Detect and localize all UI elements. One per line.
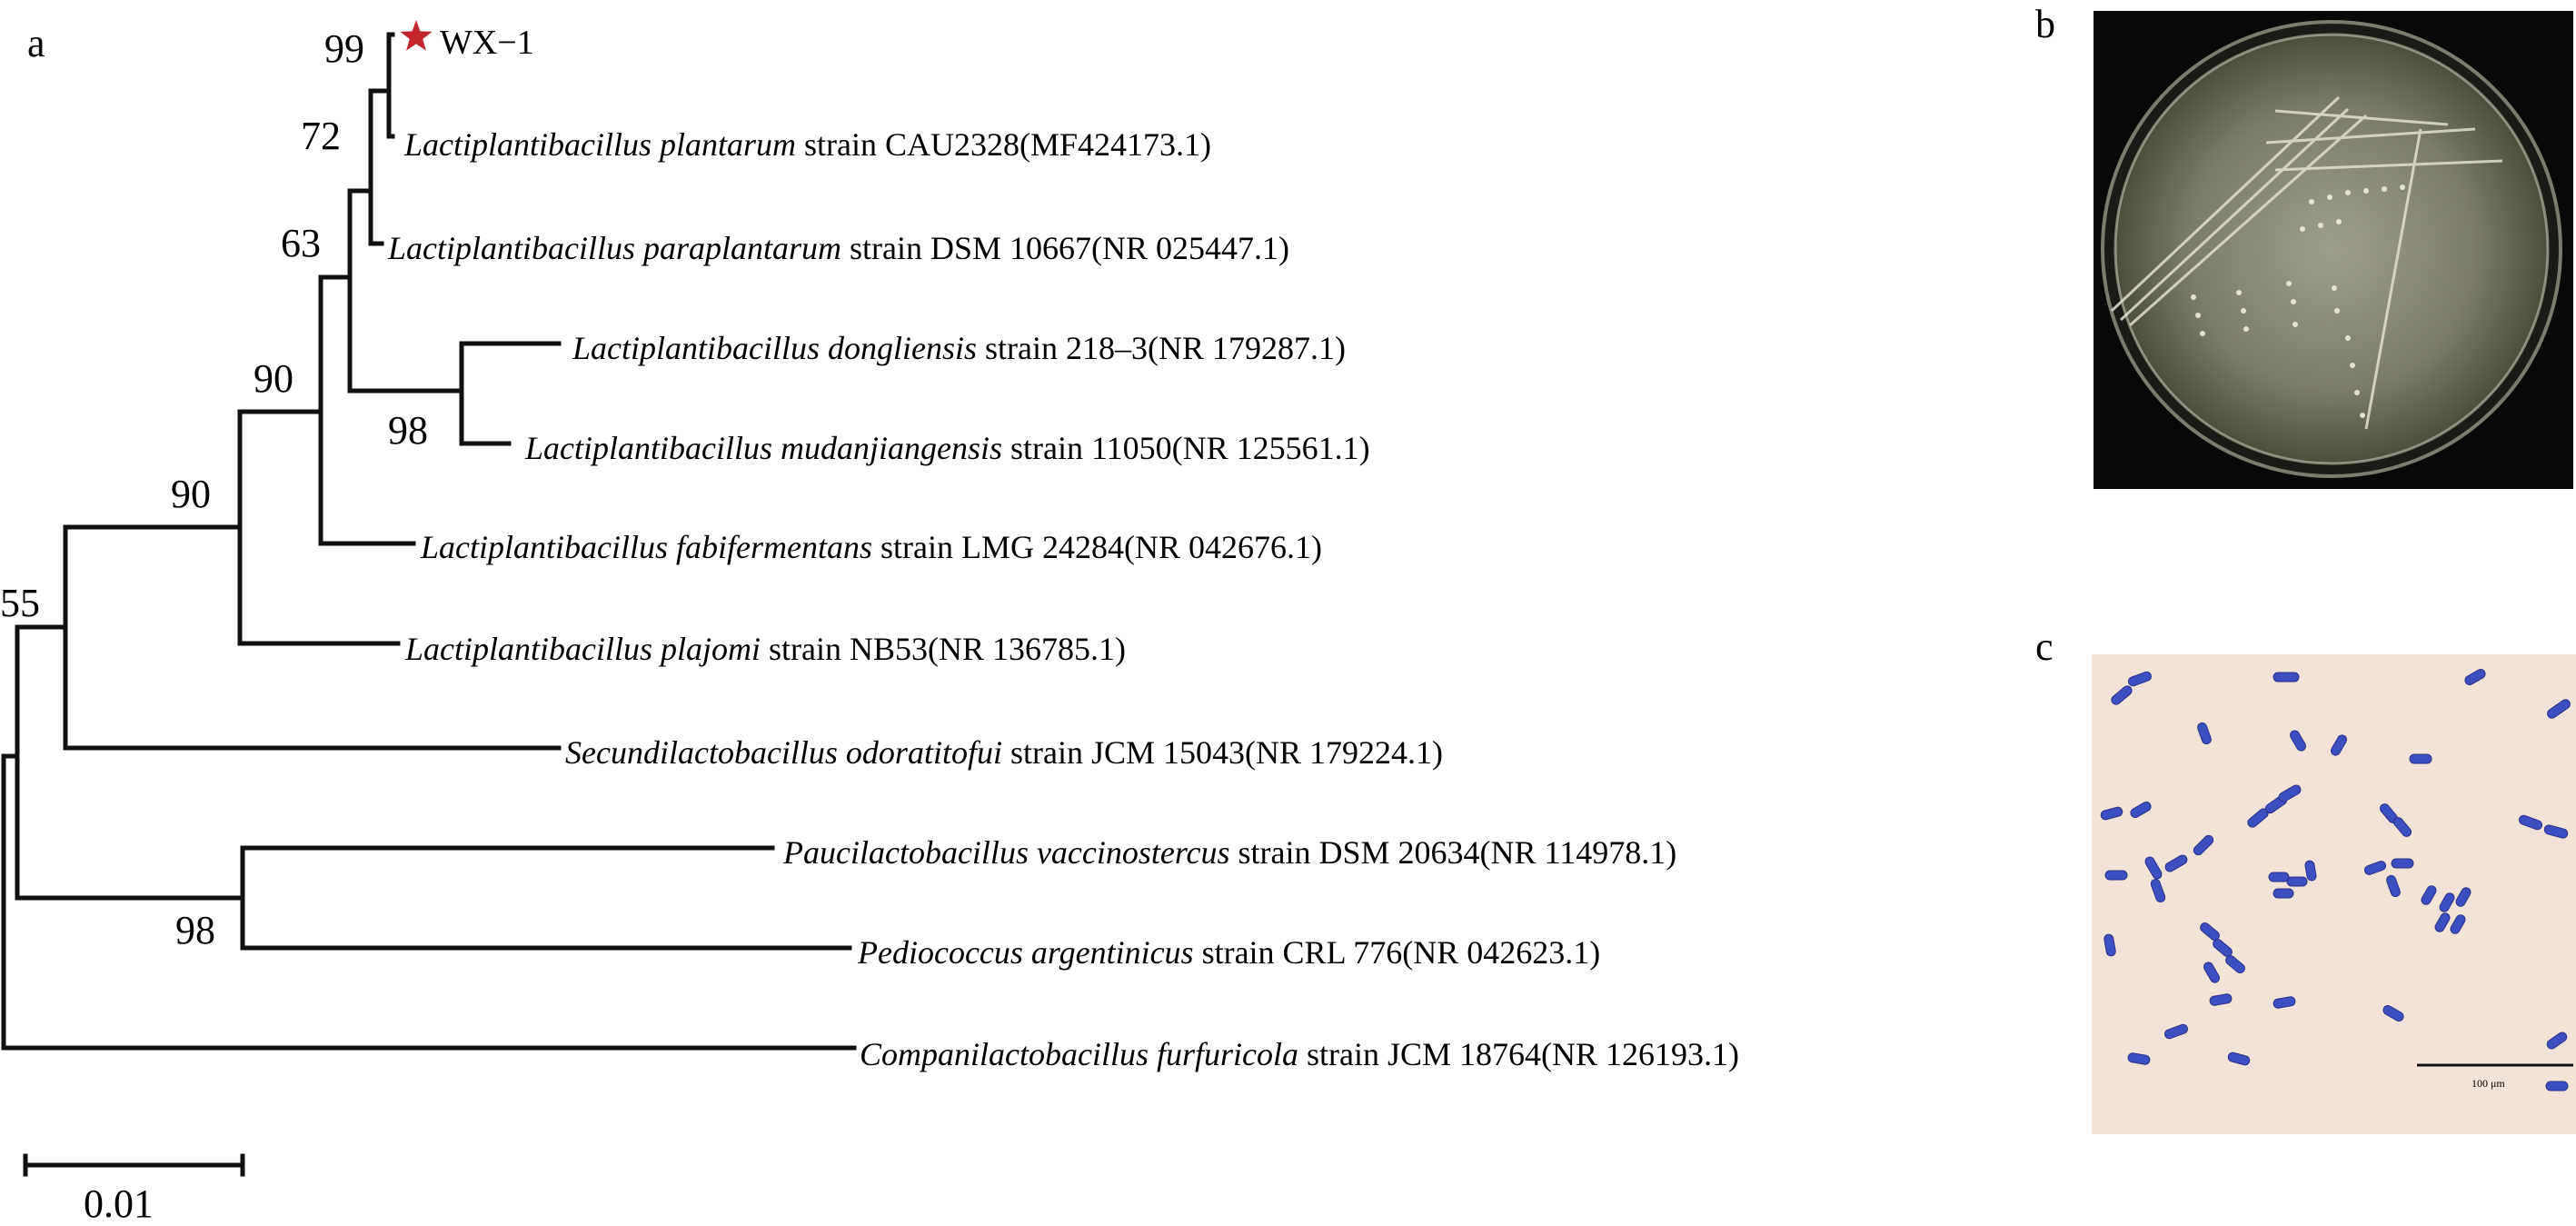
taxon-species: Lactiplantibacillus paraplantarum bbox=[388, 230, 842, 266]
taxon-strain-id: 11050(NR 125561.1) bbox=[1091, 430, 1370, 466]
agar-plate-photo bbox=[2094, 11, 2573, 489]
taxon-label-odoratitofui bbox=[565, 736, 1443, 769]
taxon-strain-id: DSM 20634(NR 114978.1) bbox=[1318, 834, 1677, 871]
taxon-label-dongliensis bbox=[572, 332, 1346, 364]
bootstrap-value: 90 bbox=[254, 356, 293, 401]
taxon-species: Lactiplantibacillus plantarum bbox=[404, 126, 797, 163]
taxon-strain-id: 218–3(NR 179287.1) bbox=[1066, 330, 1346, 366]
panel-label-b: b bbox=[2035, 2, 2055, 46]
taxon-species: Paucilactobacillus vaccinostercus bbox=[783, 834, 1230, 871]
taxon-strain-word: strain bbox=[1010, 430, 1083, 466]
taxon-species: Pediococcus argentinicus bbox=[858, 934, 1194, 971]
taxon-strain-id: JCM 15043(NR 179224.1) bbox=[1090, 734, 1443, 771]
panel-label-c: c bbox=[2035, 624, 2054, 669]
taxon-strain-id: CAU2328(MF424173.1) bbox=[885, 126, 1212, 163]
micrograph-scale-label: 100 μm bbox=[2472, 1077, 2505, 1090]
taxon-label-fabifermentans bbox=[421, 531, 1322, 563]
taxon-species: Lactiplantibacillus mudanjiangensis bbox=[525, 430, 1003, 466]
bootstrap-value: 98 bbox=[388, 408, 428, 453]
taxon-label-mudanjiangensis bbox=[525, 432, 1370, 464]
taxon-label-plajomi bbox=[405, 633, 1126, 665]
taxon-species: Lactiplantibacillus plajomi bbox=[405, 631, 761, 667]
petri-dish-illustration bbox=[2094, 11, 2573, 489]
taxon-strain-id: DSM 10667(NR 025447.1) bbox=[930, 230, 1290, 266]
taxon-strain-word: strain bbox=[1238, 834, 1311, 871]
taxon-strain-word: strain bbox=[769, 631, 841, 667]
taxon-label-paraplantarum bbox=[388, 232, 1289, 264]
taxon-strain-word: strain bbox=[1201, 934, 1275, 971]
query-strain-label: WX−1 bbox=[440, 24, 534, 62]
taxon-label-argentinicus bbox=[858, 936, 1600, 969]
taxon-species: Secundilactobacillus odoratitofui bbox=[565, 734, 1002, 771]
panel-label-a: a bbox=[27, 21, 45, 65]
bootstrap-value: 72 bbox=[301, 114, 341, 158]
scale-bar-label: 0.01 bbox=[84, 1181, 154, 1226]
taxon-label-vaccinostercus bbox=[783, 836, 1676, 869]
bootstrap-value: 99 bbox=[324, 26, 364, 71]
bootstrap-value: 98 bbox=[175, 908, 215, 952]
taxon-strain-id: JCM 18764(NR 126193.1) bbox=[1387, 1036, 1740, 1072]
taxon-strain-id: LMG 24284(NR 042676.1) bbox=[960, 529, 1322, 565]
gram-stain-micrograph bbox=[2092, 654, 2576, 1134]
taxon-strain-word: strain bbox=[1010, 734, 1083, 771]
taxon-label-furfuricola bbox=[860, 1038, 1739, 1071]
taxon-species: Lactiplantibacillus dongliensis bbox=[572, 330, 978, 366]
taxon-strain-id: NB53(NR 136785.1) bbox=[850, 631, 1126, 667]
taxon-species: Lactiplantibacillus fabifermentans bbox=[421, 529, 872, 565]
taxon-strain-word: strain bbox=[880, 529, 953, 565]
star-icon bbox=[400, 20, 432, 51]
taxon-strain-word: strain bbox=[1307, 1036, 1379, 1072]
taxon-strain-word: strain bbox=[985, 330, 1058, 366]
bootstrap-value: 90 bbox=[171, 472, 211, 516]
taxon-species: Companilactobacillus furfuricola bbox=[860, 1036, 1298, 1072]
taxon-strain-id: CRL 776(NR 042623.1) bbox=[1282, 934, 1601, 971]
taxon-strain-word: strain bbox=[804, 126, 877, 163]
bootstrap-value: 55 bbox=[0, 581, 40, 625]
taxon-strain-word: strain bbox=[850, 230, 923, 266]
bootstrap-value: 63 bbox=[281, 221, 321, 265]
micrograph-scale-bar bbox=[2092, 654, 2576, 1134]
taxon-label-plantarum bbox=[404, 128, 1211, 161]
